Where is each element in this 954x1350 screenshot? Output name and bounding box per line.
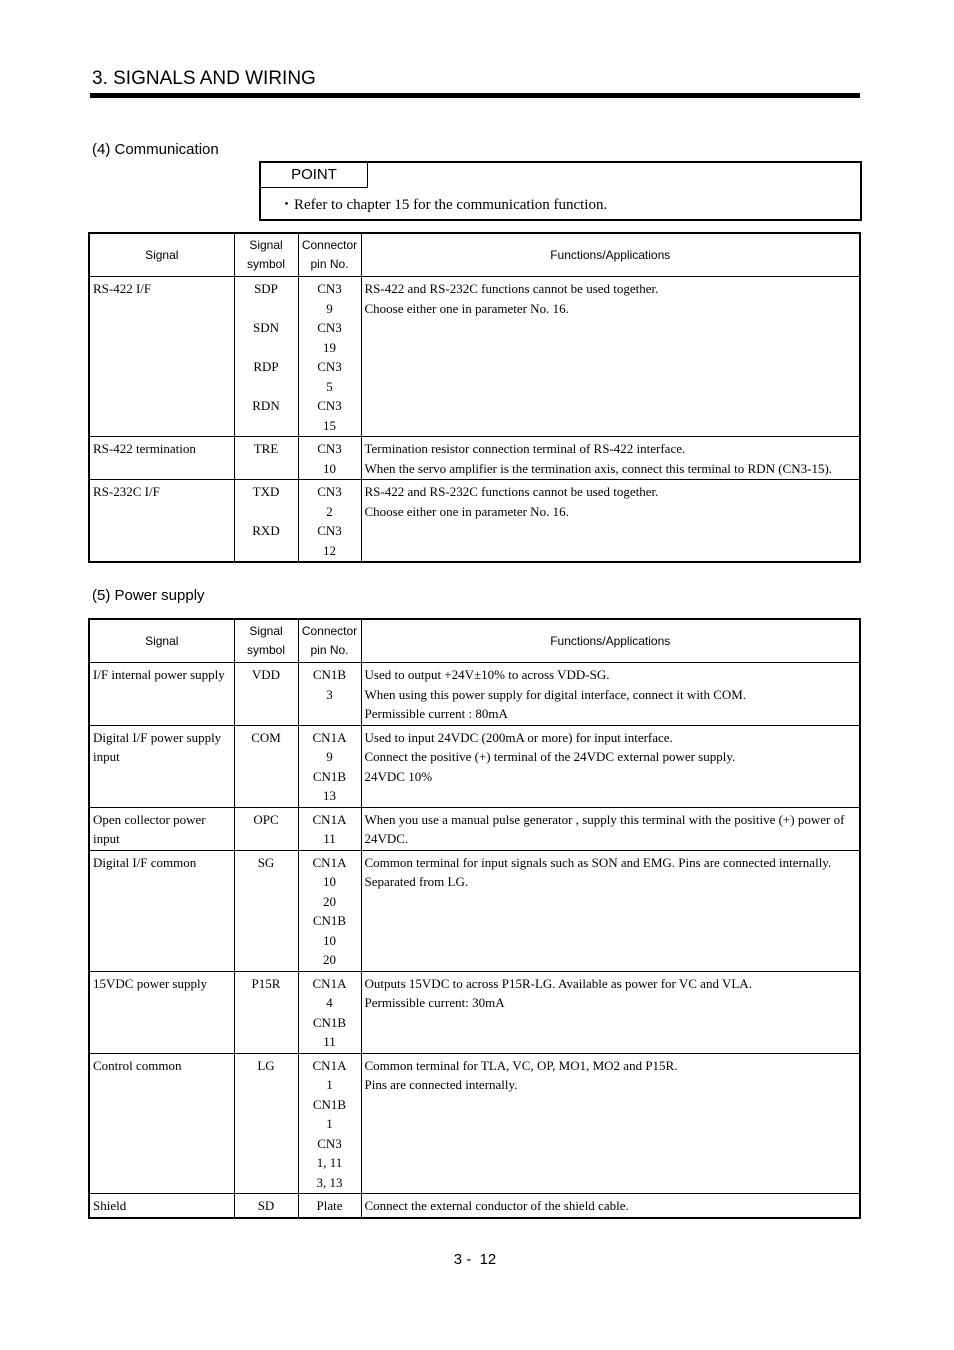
connector-pin-cell xyxy=(298,437,361,480)
column-header-signal: Signal xyxy=(89,233,234,277)
connector-pin: CN1A xyxy=(312,1057,347,1073)
connector-pin: 1 xyxy=(326,1116,333,1131)
connector-pin-cell xyxy=(298,850,361,971)
connector-pin-cell xyxy=(298,971,361,1053)
function-description-cell xyxy=(361,807,860,850)
signal-symbol: SDN xyxy=(252,320,279,335)
connector-pin: 19 xyxy=(323,339,336,355)
power-supply-heading: (5) Power supply xyxy=(92,587,205,604)
function-description-cell xyxy=(361,1194,860,1218)
connector-pin: 5 xyxy=(326,378,333,394)
connector-pin: CN3 xyxy=(317,523,342,538)
signal-name-cell xyxy=(89,1194,234,1218)
signal-symbol-cell xyxy=(234,480,298,563)
power-supply-table xyxy=(88,618,861,1219)
signal-symbol: RDN xyxy=(252,398,280,413)
connector-pin: CN1A xyxy=(312,854,347,870)
point-box xyxy=(259,161,862,221)
point-text: ・Refer to chapter 15 for the communication function. xyxy=(279,197,608,213)
signal-symbol: VDD xyxy=(251,667,281,682)
function-description-line: Connect the external conductor of the shield cable. xyxy=(364,1198,629,1213)
connector-pin: 3 xyxy=(326,686,333,702)
table-row xyxy=(89,277,860,437)
signal-name: RS-422 termination xyxy=(93,441,196,456)
table-row xyxy=(89,1194,860,1218)
function-description-cell xyxy=(361,725,860,807)
communication-table-body xyxy=(89,277,860,563)
connector-pin: 15 xyxy=(323,417,336,433)
signal-name: I/F internal power supply xyxy=(93,667,225,682)
connector-pin: Plate xyxy=(316,1198,343,1213)
function-description-line: RS-422 and RS-232C functions cannot be used together. xyxy=(364,484,659,499)
signal-symbol xyxy=(236,416,297,436)
page-header-title: 3. SIGNALS AND WIRING xyxy=(92,68,316,89)
signal-symbol xyxy=(236,377,297,397)
table-row xyxy=(89,725,860,807)
signal-symbol-cell xyxy=(234,1053,298,1194)
signal-symbol: SD xyxy=(257,1198,275,1213)
column-header-functions: Functions/Applications xyxy=(361,233,860,277)
signal-symbol xyxy=(236,502,297,522)
connector-pin: CN1B xyxy=(312,667,347,682)
column-header-functions: Functions/Applications xyxy=(361,619,860,663)
signal-symbol xyxy=(236,299,297,319)
column-header-signal: Signal xyxy=(89,619,234,663)
table-header-row xyxy=(89,619,860,663)
function-description-line: When the servo amplifier is the termination axis, connect this terminal to RDN (CN3-15). xyxy=(364,460,833,476)
function-description-line: 24VDC 10% xyxy=(364,768,433,784)
column-header-connector-pin: Connector pin No. xyxy=(298,619,361,663)
table-row xyxy=(89,1053,860,1194)
signal-symbol: TRE xyxy=(253,441,279,456)
signal-name: RS-232C I/F xyxy=(93,484,160,499)
signal-symbol-cell xyxy=(234,663,298,726)
connector-pin: 20 xyxy=(323,893,336,909)
page-number: 3 - 12 xyxy=(453,1251,497,1268)
signal-symbol: OPC xyxy=(253,811,279,827)
connector-pin-cell xyxy=(298,1194,361,1218)
signal-name-cell xyxy=(89,480,234,563)
function-description-cell xyxy=(361,277,860,437)
connector-pin: CN3 xyxy=(317,320,342,335)
signal-symbol-cell xyxy=(234,277,298,437)
connector-pin: 10 xyxy=(323,932,336,948)
signal-symbol: SDP xyxy=(254,281,278,296)
connector-pin: CN3 xyxy=(317,484,342,499)
table-header-row xyxy=(89,233,860,277)
connector-pin: 10 xyxy=(323,460,336,476)
function-description-cell xyxy=(361,1053,860,1194)
communication-table xyxy=(88,232,861,563)
signal-name-cell xyxy=(89,437,234,480)
connector-pin: CN1B xyxy=(312,1014,347,1030)
column-header-signal-symbol: Signal symbol xyxy=(234,619,298,663)
column-header-signal-symbol: Signal symbol xyxy=(234,233,298,277)
signal-symbol: P15R xyxy=(251,975,281,991)
connector-pin: CN3 xyxy=(317,281,342,296)
function-description-line: Choose either one in parameter No. 16. xyxy=(364,300,569,316)
signal-symbol-cell xyxy=(234,850,298,971)
connector-pin: CN3 xyxy=(317,1135,342,1151)
signal-name: Control common xyxy=(93,1057,182,1073)
connector-pin: CN3 xyxy=(317,359,342,374)
connector-pin: 12 xyxy=(323,542,336,558)
signal-symbol-cell xyxy=(234,971,298,1053)
function-description-line: Termination resistor connection terminal of RS-422 interface. xyxy=(364,441,686,456)
function-description-line: Separated from LG. xyxy=(364,874,469,889)
signal-symbol-cell xyxy=(234,437,298,480)
signal-symbol: RDP xyxy=(253,359,279,374)
signal-name-cell xyxy=(89,725,234,807)
function-description-cell xyxy=(361,850,860,971)
function-description-cell xyxy=(361,971,860,1053)
connector-pin: CN1B xyxy=(312,768,347,784)
connector-pin: 2 xyxy=(326,503,333,519)
function-description-line: RS-422 and RS-232C functions cannot be used together. xyxy=(364,281,659,296)
signal-name: Digital I/F power supply input xyxy=(93,729,222,764)
table-row xyxy=(89,437,860,480)
connector-pin: 1 xyxy=(326,1077,333,1092)
signal-name-cell xyxy=(89,277,234,437)
function-description-cell xyxy=(361,480,860,563)
function-description-line: Common terminal for input signals such as SON and EMG. Pins are connected internally. xyxy=(364,854,832,870)
signal-symbol xyxy=(236,541,297,561)
connector-pin: 11 xyxy=(323,1034,336,1049)
table-row xyxy=(89,971,860,1053)
connector-pin: CN1B xyxy=(312,1096,347,1112)
power-supply-table-body xyxy=(89,663,860,1218)
signal-symbol: COM xyxy=(251,729,281,745)
signal-name-cell xyxy=(89,850,234,971)
connector-pin-cell xyxy=(298,480,361,563)
signal-symbol: TXD xyxy=(252,484,280,499)
function-description-line: When you use a manual pulse generator , supply this terminal with the positive (+) power of 24VDC. xyxy=(364,811,845,846)
function-description-line: Choose either one in parameter No. 16. xyxy=(364,503,569,519)
function-description-line: Permissible current : 80mA xyxy=(364,706,508,721)
connector-pin-cell xyxy=(298,663,361,726)
connector-pin: CN3 xyxy=(317,398,342,413)
function-description-cell xyxy=(361,663,860,726)
signal-name: Shield xyxy=(93,1198,127,1213)
signal-symbol xyxy=(236,338,297,358)
connector-pin: 10 xyxy=(323,874,336,889)
table-row xyxy=(89,850,860,971)
signal-name-cell xyxy=(89,971,234,1053)
function-description-cell xyxy=(361,437,860,480)
signal-symbol-cell xyxy=(234,1194,298,1218)
signal-name-cell xyxy=(89,807,234,850)
connector-pin-cell xyxy=(298,807,361,850)
header-rule xyxy=(90,93,860,98)
connector-pin: 9 xyxy=(326,749,333,764)
signal-name: RS-422 I/F xyxy=(93,281,152,296)
function-description-line: Used to input 24VDC (200mA or more) for input interface. xyxy=(364,729,673,745)
connector-pin: 9 xyxy=(326,300,333,316)
connector-pin: 20 xyxy=(323,952,336,967)
connector-pin: 11 xyxy=(323,831,336,846)
connector-pin: 13 xyxy=(323,788,336,803)
communication-heading: (4) Communication xyxy=(92,141,219,158)
connector-pin-cell xyxy=(298,277,361,437)
signal-symbol-cell xyxy=(234,725,298,807)
function-description-line: Connect the positive (+) terminal of the 24VDC external power supply. xyxy=(364,749,736,764)
connector-pin: 1, 11 xyxy=(316,1155,343,1170)
function-description-line: Used to output +24V±10% to across VDD-SG. xyxy=(364,667,610,682)
table-row xyxy=(89,480,860,563)
connector-pin: CN1A xyxy=(312,811,347,827)
connector-pin: CN1A xyxy=(312,975,347,991)
function-description-line: Pins are connected internally. xyxy=(364,1077,518,1092)
signal-name: Digital I/F common xyxy=(93,854,197,870)
connector-pin: CN1A xyxy=(312,729,347,745)
connector-pin: CN3 xyxy=(317,441,342,456)
connector-pin: 4 xyxy=(326,995,333,1010)
signal-name: Open collector power input xyxy=(93,811,206,846)
function-description-line: Outputs 15VDC to across P15R-LG. Available as power for VC and VLA. xyxy=(364,975,752,991)
function-description-line: Common terminal for TLA, VC, OP, MO1, MO2 and P15R. xyxy=(364,1057,678,1073)
signal-symbol: LG xyxy=(257,1057,275,1073)
signal-symbol: RXD xyxy=(252,523,280,538)
connector-pin-cell xyxy=(298,1053,361,1194)
signal-symbol-cell xyxy=(234,807,298,850)
function-description-line: Permissible current: 30mA xyxy=(364,995,505,1010)
signal-symbol: SG xyxy=(257,854,275,870)
signal-name-cell xyxy=(89,1053,234,1194)
point-label: POINT xyxy=(261,163,368,188)
column-header-connector-pin: Connector pin No. xyxy=(298,233,361,277)
function-description-line: When using this power supply for digital interface, connect it with COM. xyxy=(364,686,747,702)
signal-name: 15VDC power supply xyxy=(93,975,208,991)
connector-pin: 3, 13 xyxy=(316,1174,343,1190)
signal-name-cell xyxy=(89,663,234,726)
connector-pin-cell xyxy=(298,725,361,807)
connector-pin: CN1B xyxy=(312,913,347,928)
table-row xyxy=(89,663,860,726)
table-row xyxy=(89,807,860,850)
